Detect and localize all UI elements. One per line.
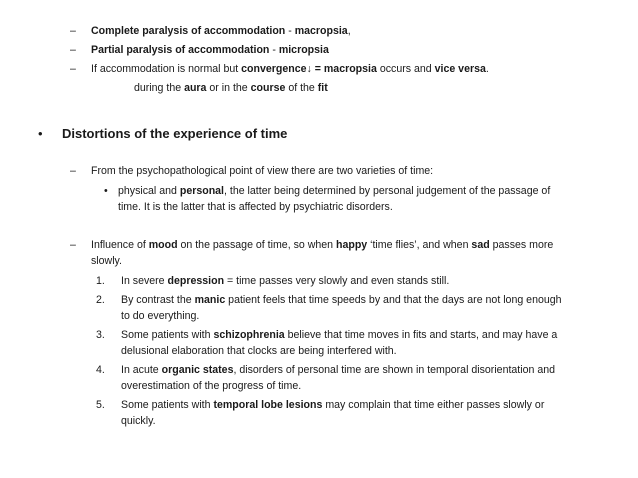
dash-marker: –: [70, 44, 76, 56]
paragraph-mood-line-2: slowly.: [91, 255, 122, 267]
text-bold: mood: [148, 239, 178, 251]
list-item-manic-line-1: [121, 293, 562, 307]
text-bold: macropsia: [294, 25, 348, 37]
accommodation-line-2: [91, 43, 329, 57]
text-bold: happy: [335, 239, 368, 251]
text-bold: course: [250, 82, 286, 94]
text: By contrast the: [121, 294, 195, 306]
text-bold: micropsia: [278, 44, 329, 56]
text: In acute: [121, 364, 162, 376]
text: on the passage of time, so when: [177, 239, 336, 251]
list-number: 3.: [96, 329, 105, 341]
list-item-organic-line-2: overestimation of the progress of time.: [121, 380, 302, 392]
text: may complain that time either passes slowly or: [322, 399, 545, 411]
text: Some patients with: [121, 329, 214, 341]
text: patient feels that time speeds by and that the days are not long enough: [225, 294, 562, 306]
text: passes more: [489, 239, 554, 251]
text: -: [269, 44, 279, 56]
list-item-schizophrenia-line-2: delusional elaboration that clocks are being interfered with.: [121, 345, 397, 357]
list-number: 1.: [96, 275, 105, 287]
text-bold: vice versa: [434, 63, 486, 75]
paragraph-mood-line-1: [91, 238, 553, 252]
text: believe that time moves in fits and starts, and may have a: [284, 329, 558, 341]
text: Influence of: [91, 239, 149, 251]
dash-marker: –: [70, 239, 76, 251]
text: ‘time flies’, and when: [367, 239, 472, 251]
list-item-temporal-line-1: [121, 398, 544, 412]
text-bold: manic: [194, 294, 226, 306]
paragraph-personal-line-1: [118, 184, 550, 198]
paragraph-varieties: From the psychopathological point of view there are two varieties of time:: [91, 165, 434, 177]
text-bold: Partial paralysis of accommodation: [91, 44, 270, 56]
list-number: 2.: [96, 294, 105, 306]
dash-marker: –: [70, 165, 76, 177]
list-item-schizophrenia-line-1: [121, 328, 557, 342]
paragraph-personal-line-2: time. It is the latter that is affected by psychiatric disorders.: [118, 201, 393, 213]
text: If accommodation is normal but: [91, 63, 242, 75]
list-item-temporal-line-2: quickly.: [121, 415, 156, 427]
text-bold: depression: [167, 275, 225, 287]
text-bold: =: [311, 63, 324, 75]
list-item-manic-line-2: to do everything.: [121, 310, 200, 322]
list-item-depression: [121, 274, 449, 288]
bullet-icon: •: [104, 185, 108, 197]
text-bold: macropsia: [323, 63, 377, 75]
text: Some patients with: [121, 399, 214, 411]
dash-marker: –: [70, 25, 76, 37]
bullet-icon: •: [38, 126, 43, 141]
dash-marker: –: [70, 63, 76, 75]
text-bold: convergence: [241, 63, 307, 75]
accommodation-line-3: [91, 62, 489, 76]
text-bold: aura: [184, 82, 207, 94]
list-item-organic-line-1: [121, 363, 555, 377]
list-number: 5.: [96, 399, 105, 411]
accommodation-line-4: [134, 81, 328, 95]
section-heading: Distortions of the experience of time: [62, 126, 288, 141]
text-bold: fit: [317, 82, 328, 94]
accommodation-line-1: [91, 24, 351, 38]
text-bold: sad: [471, 239, 490, 251]
text: ,: [347, 25, 351, 37]
text: = time passes very slowly and even stands still.: [224, 275, 450, 287]
text: or in the: [206, 82, 251, 94]
text-bold: temporal lobe lesions: [213, 399, 323, 411]
text: .: [485, 63, 489, 75]
text-bold: personal: [179, 185, 224, 197]
text: -: [285, 25, 295, 37]
text: , the latter being determined by personal judgement of the passage of: [224, 185, 551, 197]
list-number: 4.: [96, 364, 105, 376]
down-arrow-icon: ↓: [306, 63, 312, 75]
text: occurs and: [376, 63, 435, 75]
text: physical and: [118, 185, 180, 197]
text: during the: [134, 82, 185, 94]
text-bold: organic states: [161, 364, 234, 376]
text: In severe: [121, 275, 168, 287]
text: , disorders of personal time are shown in temporal disorientation and: [233, 364, 556, 376]
text: of the: [285, 82, 318, 94]
text-bold: Complete paralysis of accommodation: [91, 25, 286, 37]
text-bold: schizophrenia: [213, 329, 285, 341]
